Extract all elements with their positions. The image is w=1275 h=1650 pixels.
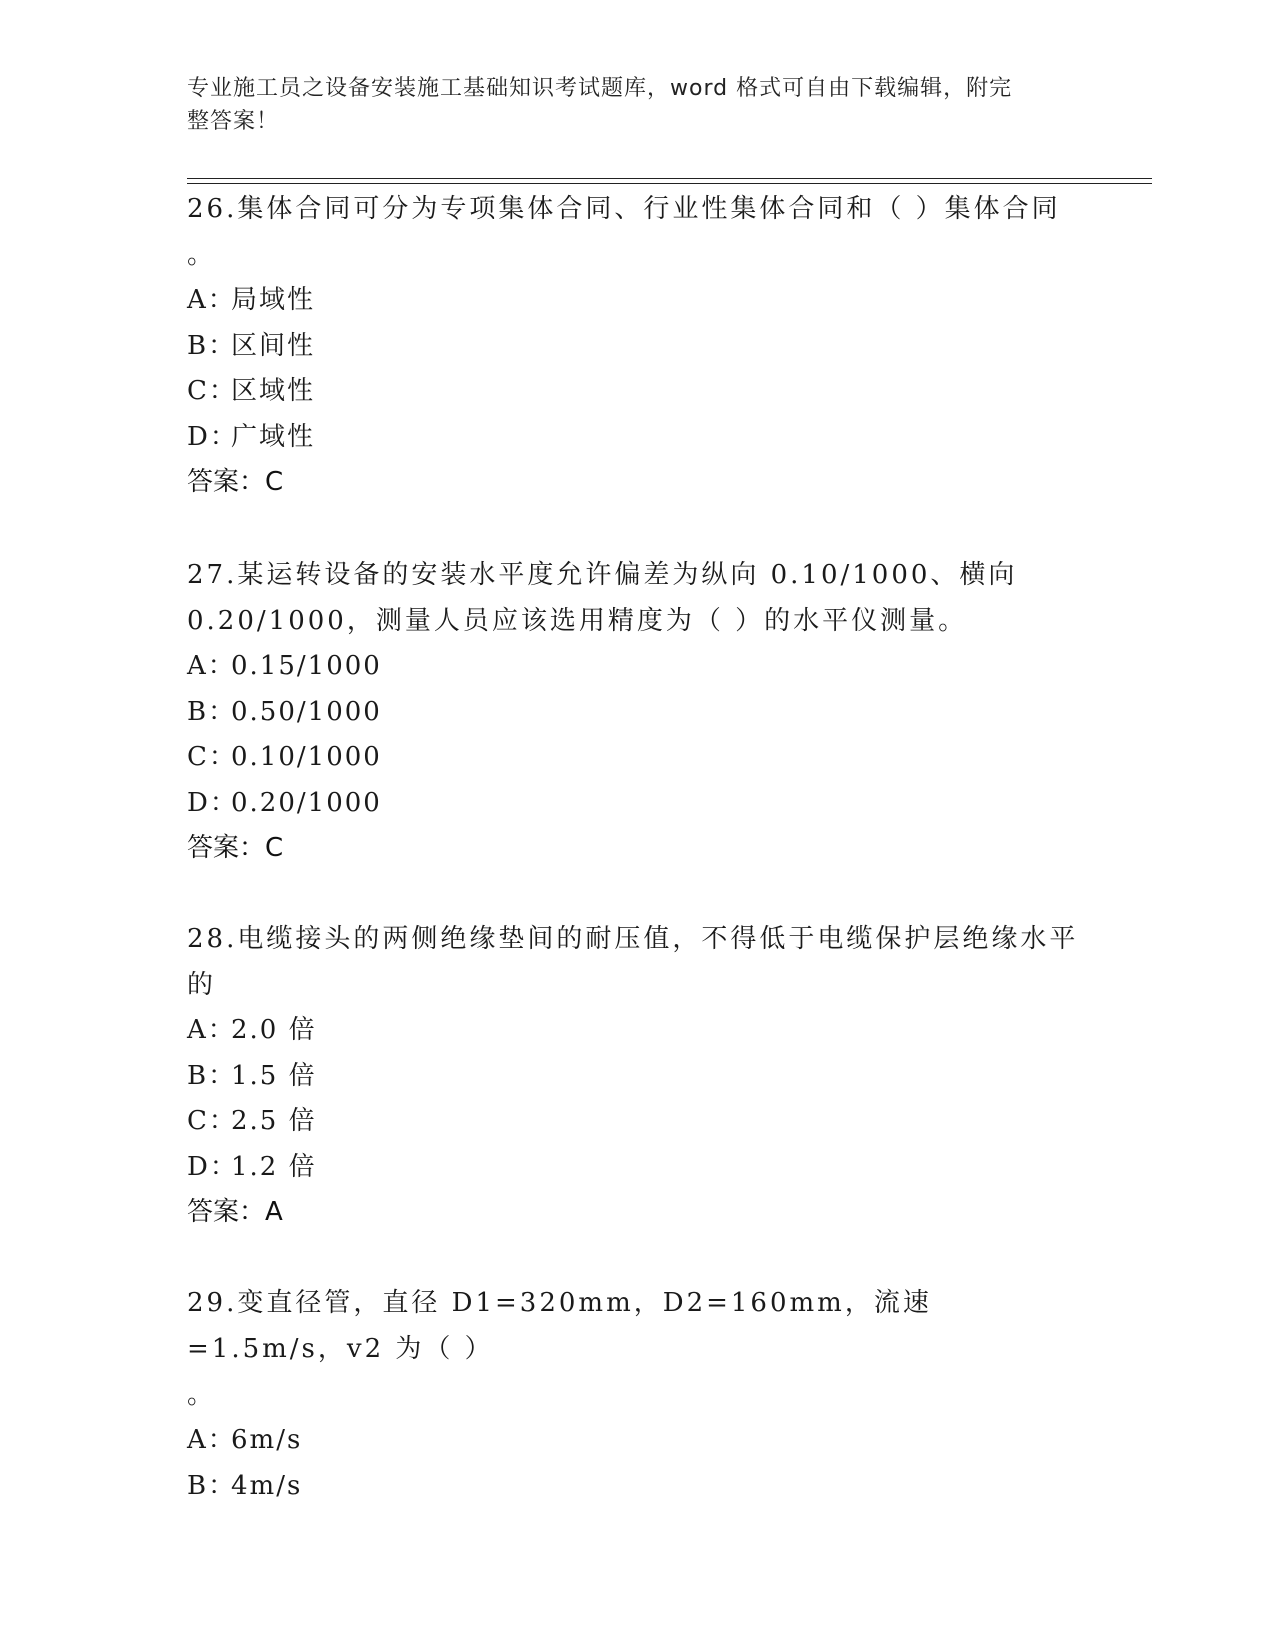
option-a [187,1418,1087,1464]
option-text: 0.50/1000 [231,696,382,727]
option-key: A： [187,1015,236,1045]
option-key: D： [187,1151,238,1182]
option-key: D： [187,421,238,452]
option-b [187,324,1087,370]
question-stem-line-2: 。 [187,1380,217,1410]
option-c [187,369,1087,415]
option-c [187,1099,1087,1145]
option-key: B： [187,1060,237,1091]
question-stem-line-2: 。 [187,240,217,270]
option-key: B： [187,696,237,727]
option-key: C： [187,742,237,772]
header-line-1: 专业施工员之设备安装施工基础知识考试题库，word 格式可自由下载编辑，附完 [187,76,1013,101]
option-key: A： [187,1425,236,1455]
option-text: 2.5 倍 [231,1106,317,1136]
question-28 [187,916,1087,1236]
option-c [187,735,1087,781]
question-26 [187,186,1087,506]
option-text: 1.2 倍 [231,1151,317,1182]
option-d [187,781,1087,827]
option-text: 0.15/1000 [231,651,382,681]
option-text: 广域性 [231,421,316,452]
option-key: A： [187,285,236,315]
option-b [187,1464,1087,1510]
option-d [187,415,1087,461]
question-stem-line-1: 28.电缆接头的两侧绝缘垫间的耐压值，不得低于电缆保护层绝缘水平 [187,924,1079,954]
option-a [187,644,1087,690]
option-d [187,1145,1087,1191]
option-key: B： [187,330,237,361]
option-text: 0.20/1000 [231,787,382,818]
question-stem-line-2: 0.20/1000，测量人员应该选用精度为（ ）的水平仪测量。 [187,606,968,636]
question-27 [187,552,1087,872]
option-text: 1.5 倍 [231,1060,317,1091]
option-b [187,690,1087,736]
option-key: A： [187,651,236,681]
option-key: B： [187,1470,237,1501]
option-a [187,278,1087,324]
question-stem-line-1: 27.某运转设备的安装水平度允许偏差为纵向 0.10/1000、横向 [187,560,1018,590]
option-text: 4m/s [231,1470,303,1501]
answer-line: 答案：C [187,833,284,863]
option-a [187,1008,1087,1054]
option-key: C： [187,376,237,406]
option-text: 6m/s [231,1425,303,1455]
answer-line: 答案：C [187,467,284,497]
option-text: 局域性 [231,285,316,315]
option-text: 2.0 倍 [231,1015,317,1045]
option-text: 区间性 [231,330,316,361]
document-header [187,72,1067,138]
option-text: 0.10/1000 [231,742,382,772]
option-b [187,1054,1087,1100]
option-key: D： [187,787,238,818]
question-29 [187,1280,1087,1509]
question-stem-line-1: 29.变直径管，直径 D1=320mm，D2=160mm，流速=1.5m/s，v2 为（ ） [187,1288,932,1364]
question-stem-line-2: 的 [187,970,217,1000]
option-key: C： [187,1106,237,1136]
header-divider-top [187,178,1152,179]
header-line-2: 整答案！ [187,109,280,134]
option-text: 区域性 [231,376,316,406]
header-divider-bottom [187,183,1152,184]
answer-line: 答案：A [187,1197,283,1227]
question-stem-line-1: 26.集体合同可分为专项集体合同、行业性集体合同和（ ）集体合同 [187,194,1061,224]
